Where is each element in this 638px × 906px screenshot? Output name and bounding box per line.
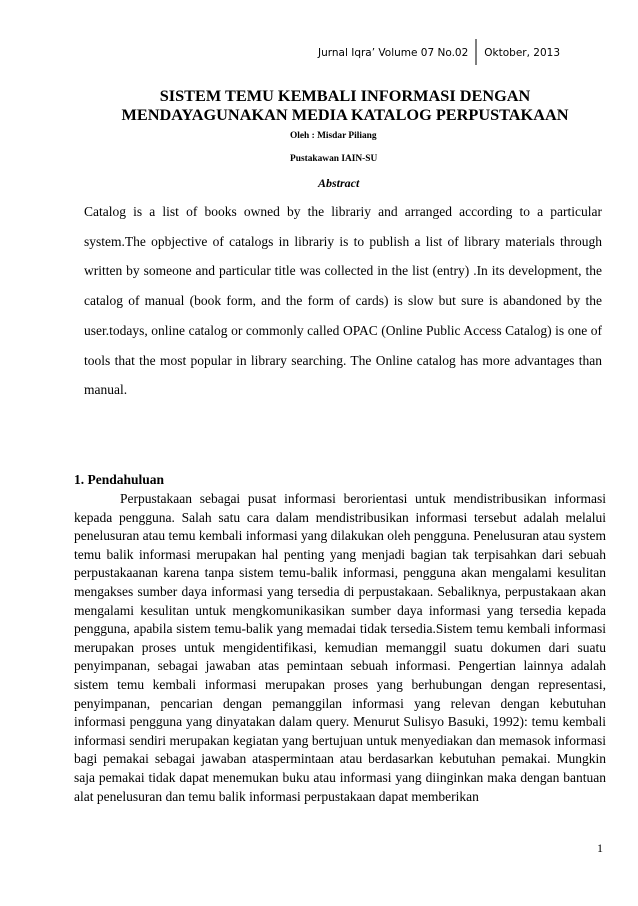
- author-name: Oleh : Misdar Piliang: [290, 131, 377, 141]
- section-body-text: Perpustakaan sebagai pusat informasi berorientasi untuk mendistribusikan informasi kepada pengguna. Salah satu cara dalam mendistribusikan informasi tersebut adalah melalui penelusuran atau temu kembali informasi yang dilakukan oleh pengguna. Penelusuran atau system temu balik informasi merupakan hal penting yang menjadi bagian tak terpisahkan dari sebuah perpustakaanan karena tanpa sistem temu-balik informasi, pengguna akan mengalami kesulitan mengakses sumber daya informasi yang tersedia di perpustakaan. Sebaliknya, perpustakaan akan mengalami kesulitan untuk mengkomunikasikan sumber daya informasi yang tersedia kepada pengguna, apabila sistem temu-balik yang memadai tidak tersedia.Sistem temu kembali informasi merupakan proses untuk mengidentifikasi, kemudian memanggil suatu dokumen dari suatu penyimpanan, sebagai jawaban atas pemintaan sebuah informasi. Pengertian lainnya adalah sistem temu kembali informasi merupakan proses yang berhubungan dengan representasi, penyimpanan, pencarian dengan pemanggilan informasi yang relevan dengan kebutuhan informasi pengguna yang dinyatakan dalam query. Menurut Sulisyo Basuki, 1992): temu kembali informasi sendiri merupakan kegiatan yang bertujuan untuk menyediakan dan memasok informasi bagi pemakai sebagai jawaban ataspermintaan atau berdasarkan kebutuhan pemakai. Mungkin saja pemakai tidak dapat menemukan buku atau informasi yang diinginkan maka dengan bantuan alat penelusuran dan temu balik informasi perpustakaan dapat memberikan: [74, 491, 606, 804]
- abstract-heading: Abstract: [318, 176, 360, 190]
- abstract-text: Catalog is a list of books owned by the librariy and arranged according to a particular system.The opbjective of catalogs in librariy is to publish a list of library materials through written by someone and particular title was collected in the list (entry) .In its development, the catalog of manual (book form, and the form of cards) is slow but sure is abandoned by the user.todays, online catalog or commonly called OPAC (Online Public Access Catalog) is one of tools that the most popular in library searching. The Online catalog has more advantages than manual.: [84, 204, 602, 398]
- author-block: [290, 125, 377, 171]
- running-header: [318, 40, 560, 59]
- author-affiliation: Pustakawan IAIN-SU: [290, 154, 378, 164]
- title-line-1: SISTEM TEMU KEMBALI INFORMASI DENGAN: [159, 86, 531, 105]
- issue-date: Oktober, 2013: [484, 47, 561, 59]
- page-number: 1: [597, 841, 603, 855]
- section-heading: 1. Pendahuluan: [74, 472, 165, 487]
- journal-name: Jurnal Iqra’ Volume 07 No.02: [318, 47, 469, 59]
- title-line-2: MENDAYAGUNAKAN MEDIA KATALOG PERPUSTAKAAN: [121, 105, 569, 124]
- paper-title: [60, 86, 630, 124]
